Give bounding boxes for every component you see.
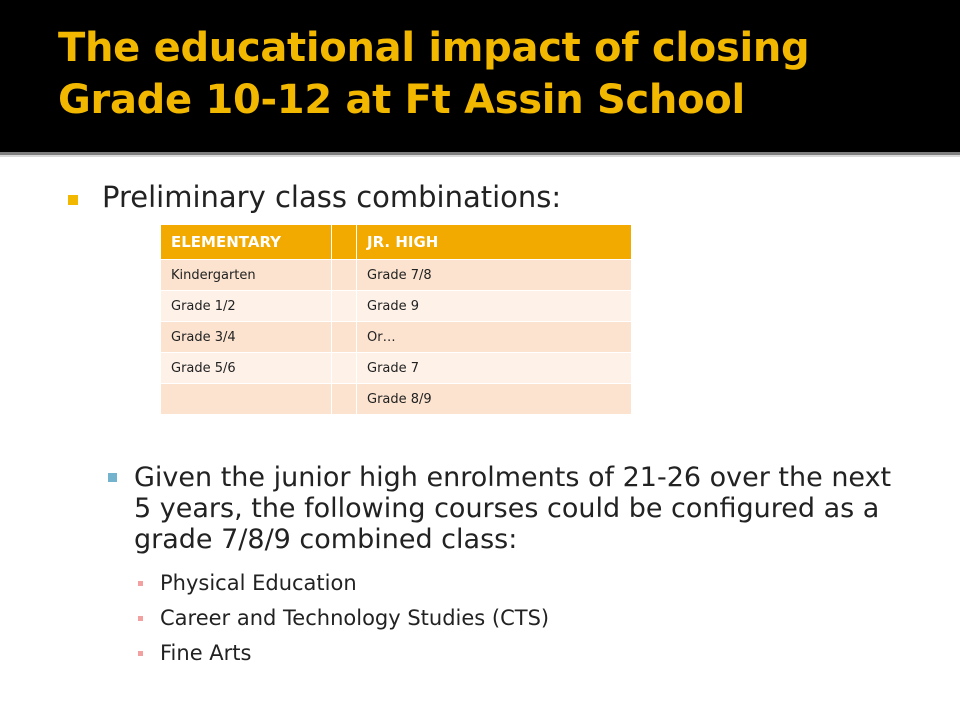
table-cell <box>332 322 357 353</box>
table-cell: Grade 7/8 <box>357 260 632 291</box>
square-bullet-icon <box>108 473 117 482</box>
table-cell <box>332 260 357 291</box>
list-item <box>138 566 549 601</box>
course-name: Fine Arts <box>160 641 252 665</box>
table-cell <box>332 291 357 322</box>
square-bullet-icon <box>68 195 78 205</box>
table-row <box>161 384 632 415</box>
bullet-class-combinations <box>68 180 561 214</box>
table-cell: Kindergarten <box>161 260 332 291</box>
table-cell: Grade 3/4 <box>161 322 332 353</box>
class-combinations-table <box>160 224 632 415</box>
bullet-text: Given the junior high enrolments of 21-26 over the next 5 years, the following courses could be configured as a grade 7/8/9 combined class: <box>134 462 892 555</box>
course-name: Career and Technology Studies (CTS) <box>160 606 550 630</box>
bullet-text: Preliminary class combinations: <box>102 180 562 214</box>
list-item <box>138 636 549 671</box>
title-bar <box>0 0 960 152</box>
header-elementary: ELEMENTARY <box>161 225 332 260</box>
table-row <box>161 260 632 291</box>
table-row <box>161 322 632 353</box>
table-row <box>161 291 632 322</box>
table-cell: Or… <box>357 322 632 353</box>
bullet-junior-high-enrolments <box>108 462 908 555</box>
table-cell: Grade 9 <box>357 291 632 322</box>
table-cell: Grade 5/6 <box>161 353 332 384</box>
table-cell: Grade 1/2 <box>161 291 332 322</box>
table-cell <box>161 384 332 415</box>
small-square-bullet-icon <box>138 616 143 621</box>
table-cell: Grade 7 <box>357 353 632 384</box>
header-jr-high: JR. HIGH <box>357 225 632 260</box>
list-item <box>138 601 549 636</box>
table-cell <box>332 384 357 415</box>
title-divider-light <box>0 155 960 157</box>
small-square-bullet-icon <box>138 581 143 586</box>
table-row <box>161 353 632 384</box>
course-list <box>138 566 549 671</box>
table-header-row <box>161 225 632 260</box>
table-cell: Grade 8/9 <box>357 384 632 415</box>
table-cell <box>332 353 357 384</box>
header-spacer <box>332 225 357 260</box>
course-name: Physical Education <box>160 571 357 595</box>
small-square-bullet-icon <box>138 651 143 656</box>
slide-title: The educational impact of closing Grade 10-12 at Ft Assin School <box>58 25 810 123</box>
